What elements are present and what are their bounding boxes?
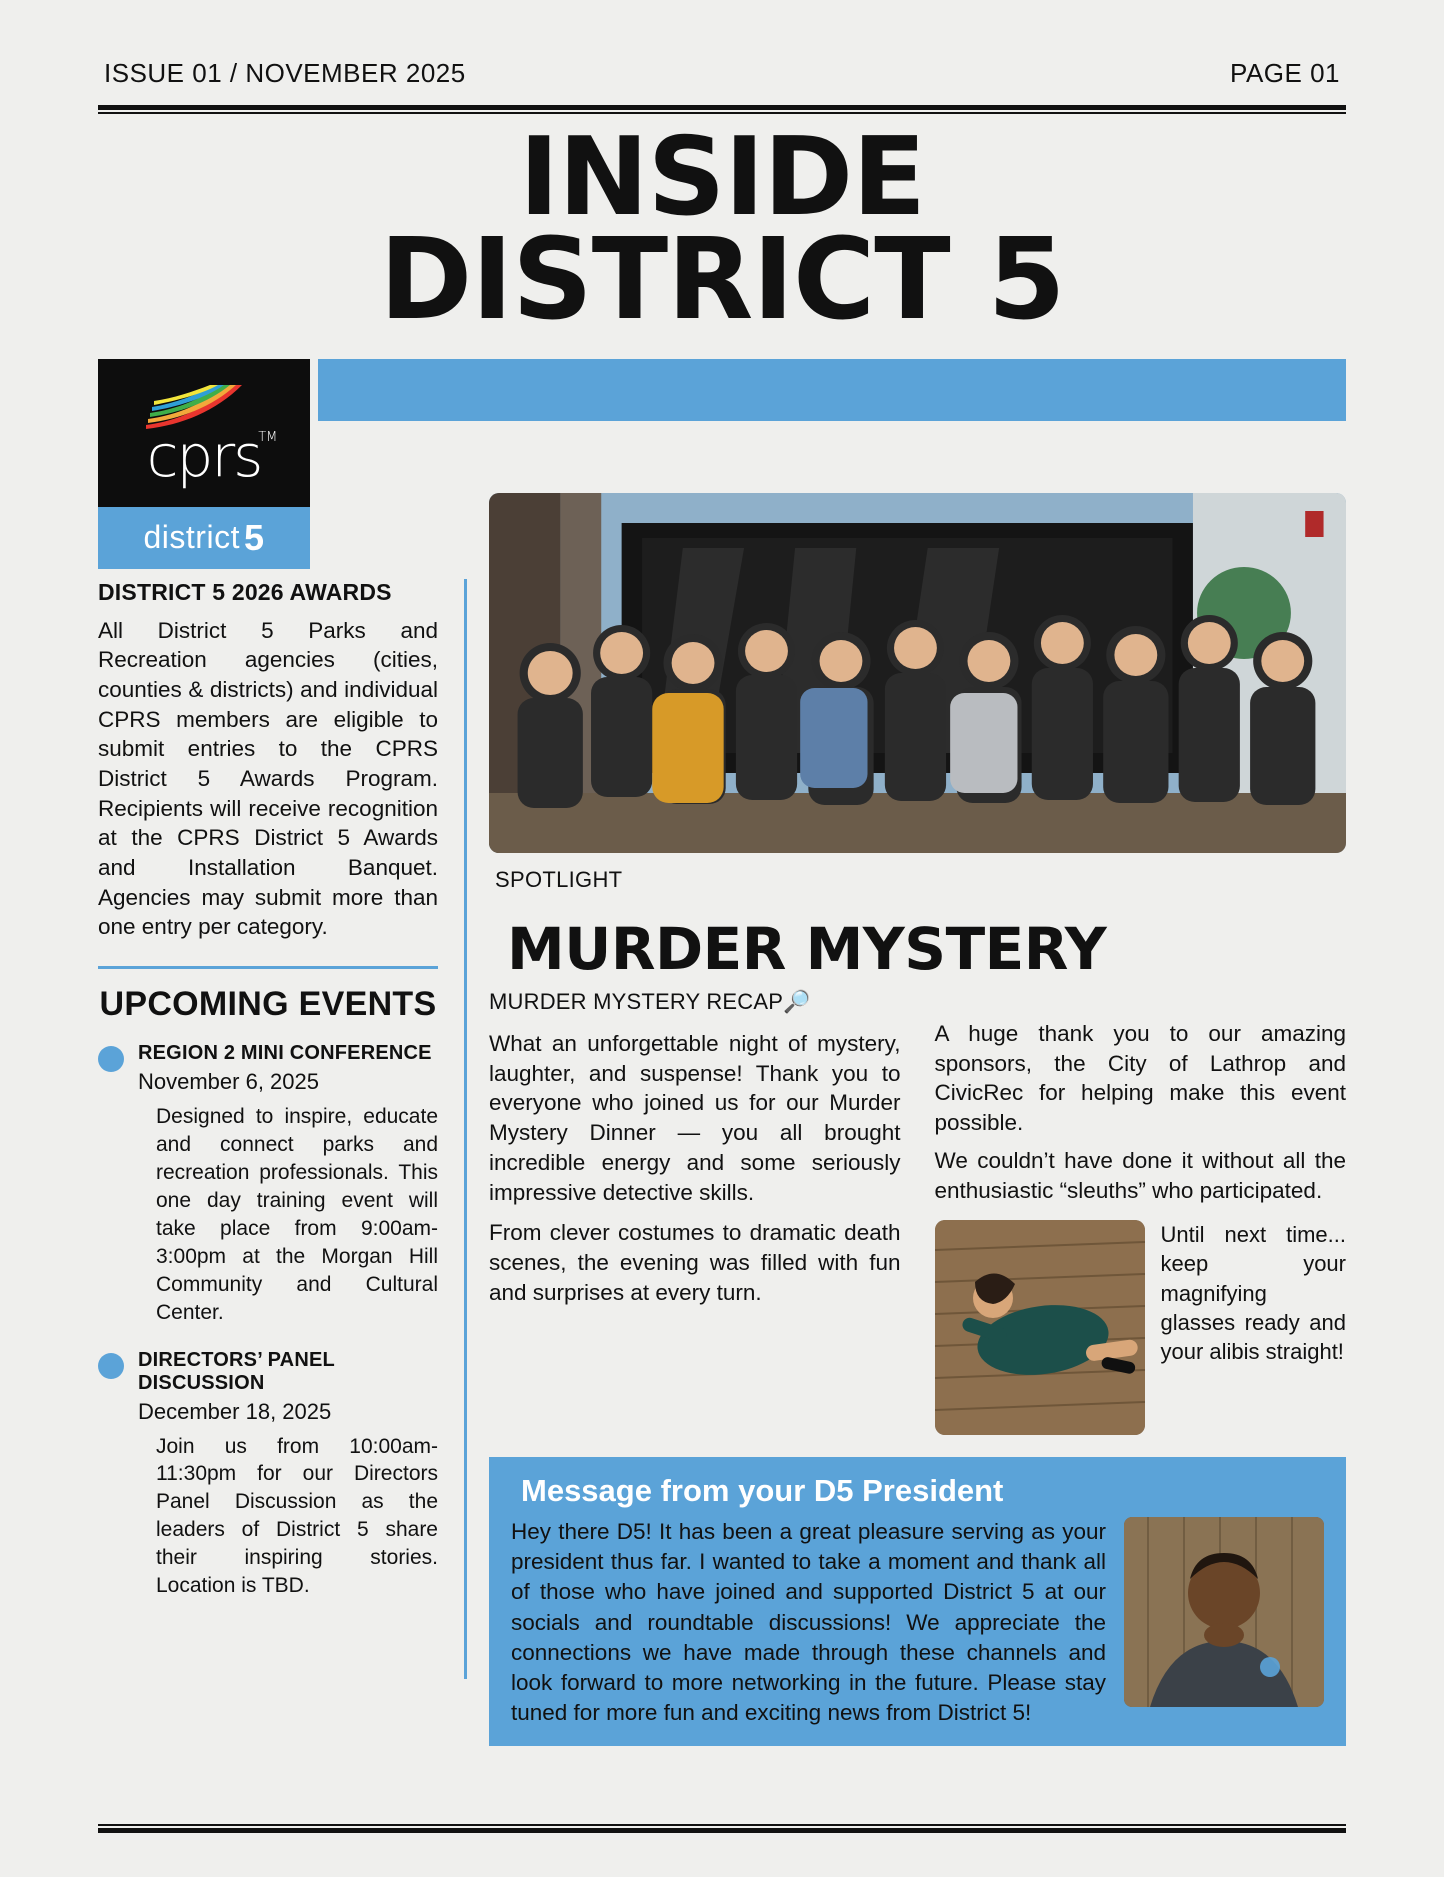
blue-band <box>318 359 1346 421</box>
death-scene-photo-graphic <box>935 1220 1145 1435</box>
district-badge <box>98 507 310 569</box>
event-description: Designed to inspire, educate and connect parks and recreation professionals. This one day training event will take place from 9:00am-3:00pm at the Morgan Hill Community and Cultural Center. <box>156 1105 438 1324</box>
murder-mystery-subtitle <box>489 989 901 1015</box>
president-photo-graphic <box>1124 1517 1324 1707</box>
right-column <box>489 493 1346 1725</box>
body-grid <box>98 493 1346 1725</box>
murder-mystery-right-col <box>935 983 1347 1436</box>
spacer <box>935 983 1347 1019</box>
brand-band <box>98 359 1346 558</box>
district-badge-label: district <box>143 519 240 556</box>
event-description: Join us from 10:00am-11:30pm for our Directors Panel Discussion as the leaders of District 5 share their inspiring stories. Location is TBD. <box>156 1434 438 1598</box>
event-title: REGION 2 MINI CONFERENCE <box>138 1042 432 1065</box>
trademark-mark: TM <box>258 429 278 445</box>
footer-divider <box>98 1824 1346 1833</box>
murder-mystery-paragraph-3: A huge thank you to our amazing sponsors, the City of Lathrop and CivicRec for helping make this event possible. <box>934 1020 1346 1136</box>
murder-mystery-columns <box>489 983 1346 1436</box>
event-date: November 6, 2025 <box>138 1069 319 1095</box>
bullet-icon <box>98 1046 124 1072</box>
left-column <box>98 493 464 1683</box>
left-divider <box>98 966 438 969</box>
masthead-line-2: DISTRICT 5 <box>379 215 1065 346</box>
president-photo <box>1124 1517 1324 1707</box>
event-item <box>98 1349 438 1601</box>
cprs-wordmark-text: cprs <box>146 421 262 490</box>
masthead <box>98 115 1346 346</box>
awards-body: All District 5 Parks and Recreation agencies (cities, counties & districts) and individual CPRS members are eligible to submit entries to the CPRS District 5 Awards Program. Recipients will receive recognition at the CPRS District 5 Awards and Installation Banquet. Agencies may submit more than one entry per category. <box>98 617 438 940</box>
cprs-logo <box>98 359 310 507</box>
death-scene-photo <box>935 1220 1145 1435</box>
masthead-line-1: INSIDE <box>519 115 925 240</box>
spotlight-photo-graphic <box>489 493 1346 853</box>
president-message-title: Message from your D5 President <box>521 1473 1004 1509</box>
murder-mystery-paragraph-2: From clever costumes to dramatic death scenes, the evening was filled with fun and surprises at every turn. <box>489 1220 901 1305</box>
event-title: DIRECTORS’ PANEL DISCUSSION <box>138 1348 335 1394</box>
president-message-box <box>489 1457 1346 1746</box>
district-badge-number: 5 <box>243 516 265 558</box>
page-number-label: PAGE 01 <box>1230 58 1340 88</box>
murder-mystery-title: MURDER MYSTERY <box>507 914 1107 983</box>
issue-label: ISSUE 01 / NOVEMBER 2025 <box>104 58 466 88</box>
murder-mystery-paragraph-1: What an unforgettable night of mystery, laughter, and suspense! Thank you to everyone who joined us for our Murder Mystery Dinner — you all brought incredible energy and some seriously impressive detective skills. <box>489 1030 901 1206</box>
magnifier-icon: 🔎 <box>783 988 811 1014</box>
awards-heading: DISTRICT 5 2026 AWARDS <box>98 578 392 605</box>
cprs-wordmark <box>146 421 278 490</box>
spotlight-caption: SPOTLIGHT <box>495 866 623 892</box>
header-divider <box>98 105 1346 114</box>
president-message-body: Hey there D5! It has been a great pleasure serving as your president thus far. I wanted to take a moment and thank all of those who have joined and supported District 5 at our socials and roundtable discussions! We appreciate the connections we have made through these channels and look forward to more networking in the future. Please stay tuned for more fun and exciting news from District 5! <box>511 1519 1106 1725</box>
event-item <box>98 1042 438 1326</box>
column-divider <box>464 579 467 1679</box>
event-date: December 18, 2025 <box>138 1398 332 1424</box>
bullet-icon <box>98 1353 124 1379</box>
upcoming-events-heading: UPCOMING EVENTS <box>99 985 437 1024</box>
spotlight-photo <box>489 493 1346 853</box>
murder-mystery-left-col <box>489 983 901 1436</box>
murder-mystery-paragraph-4: We couldn’t have done it without all the enthusiastic “sleuths” who participated. <box>934 1148 1346 1204</box>
murder-mystery-paragraph-5: Until next time... keep your magnifying glasses ready and your alibis straight! <box>1160 1222 1346 1365</box>
page-header <box>98 48 1346 89</box>
murder-mystery-subtitle-text: MURDER MYSTERY RECAP <box>489 988 784 1014</box>
